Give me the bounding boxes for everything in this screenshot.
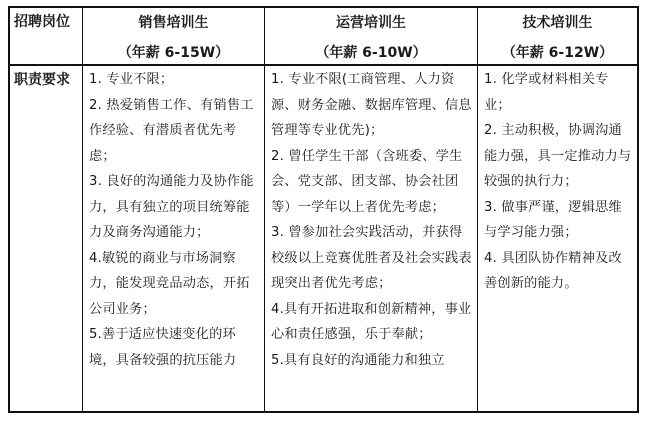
requirement-item: 2. 主动积极，协调沟通能力强，具一定推动力与较强的执行力； bbox=[484, 123, 632, 189]
header-label: 招聘岗位 bbox=[14, 14, 70, 30]
requirement-item: 4.具有开拓进取和创新精神，事业心和责任感强，乐于奉献； bbox=[271, 301, 472, 342]
requirement-item: 3. 做事严谨，逻辑思维与学习能力强； bbox=[484, 199, 622, 240]
column-title: 运营培训生 bbox=[336, 15, 406, 31]
requirement-item: 2. 曾任学生干部（含班委、学生会、党支部、团支部、协会社团等）一学年以上者优先考虑； bbox=[271, 148, 463, 215]
requirement-item: 3. 良好的沟通能力及协作能力，具有独立的项目统筹能力及商务沟通能力； bbox=[89, 174, 254, 240]
row-label-cell bbox=[10, 68, 82, 408]
recruitment-table bbox=[8, 6, 639, 413]
requirement-item: 1. 化学或材料相关专业； bbox=[484, 72, 609, 113]
requirement-item: 3. 曾参加社会实践活动，并获得校级以上竞赛优胜者及社会实践表现突出者优先考虑； bbox=[271, 225, 472, 291]
column-title: 技术培训生 bbox=[522, 15, 593, 31]
column-salary: （年薪 6-10W） bbox=[315, 45, 427, 61]
column-title: 销售培训生 bbox=[138, 15, 209, 31]
requirements-sales bbox=[83, 66, 264, 411]
requirement-item: 1. 专业不限； bbox=[89, 72, 174, 87]
requirement-item: 5.具有良好的沟通能力和独立 bbox=[271, 352, 445, 368]
column-salary: （年薪 6-12W） bbox=[501, 45, 614, 61]
row-label: 职责要求 bbox=[14, 72, 70, 88]
header-label-cell bbox=[10, 10, 82, 64]
requirement-item: 2. 热爱销售工作、有销售工作经验、有潜质者优先考虑； bbox=[89, 97, 254, 164]
column-header-sales bbox=[83, 8, 264, 64]
column-header-operations bbox=[265, 8, 477, 64]
requirements-operations bbox=[265, 66, 477, 411]
requirement-item: 4. 具团队协作精神及改善创新的能力。 bbox=[484, 250, 622, 291]
requirements-technical bbox=[478, 66, 637, 411]
requirement-item: 1. 专业不限(工商管理、人力资源、财务金融、数据库管理、信息管理等专业优先)； bbox=[271, 72, 472, 138]
column-salary: （年薪 6-15W） bbox=[117, 45, 230, 61]
requirement-item: 5.善于适应快速变化的环境，具备较强的抗压能力 bbox=[89, 327, 237, 368]
column-header-technical bbox=[478, 8, 637, 64]
requirement-item: 4.敏锐的商业与市场洞察力，能发现竞品动态，开拓公司业务； bbox=[89, 250, 250, 317]
